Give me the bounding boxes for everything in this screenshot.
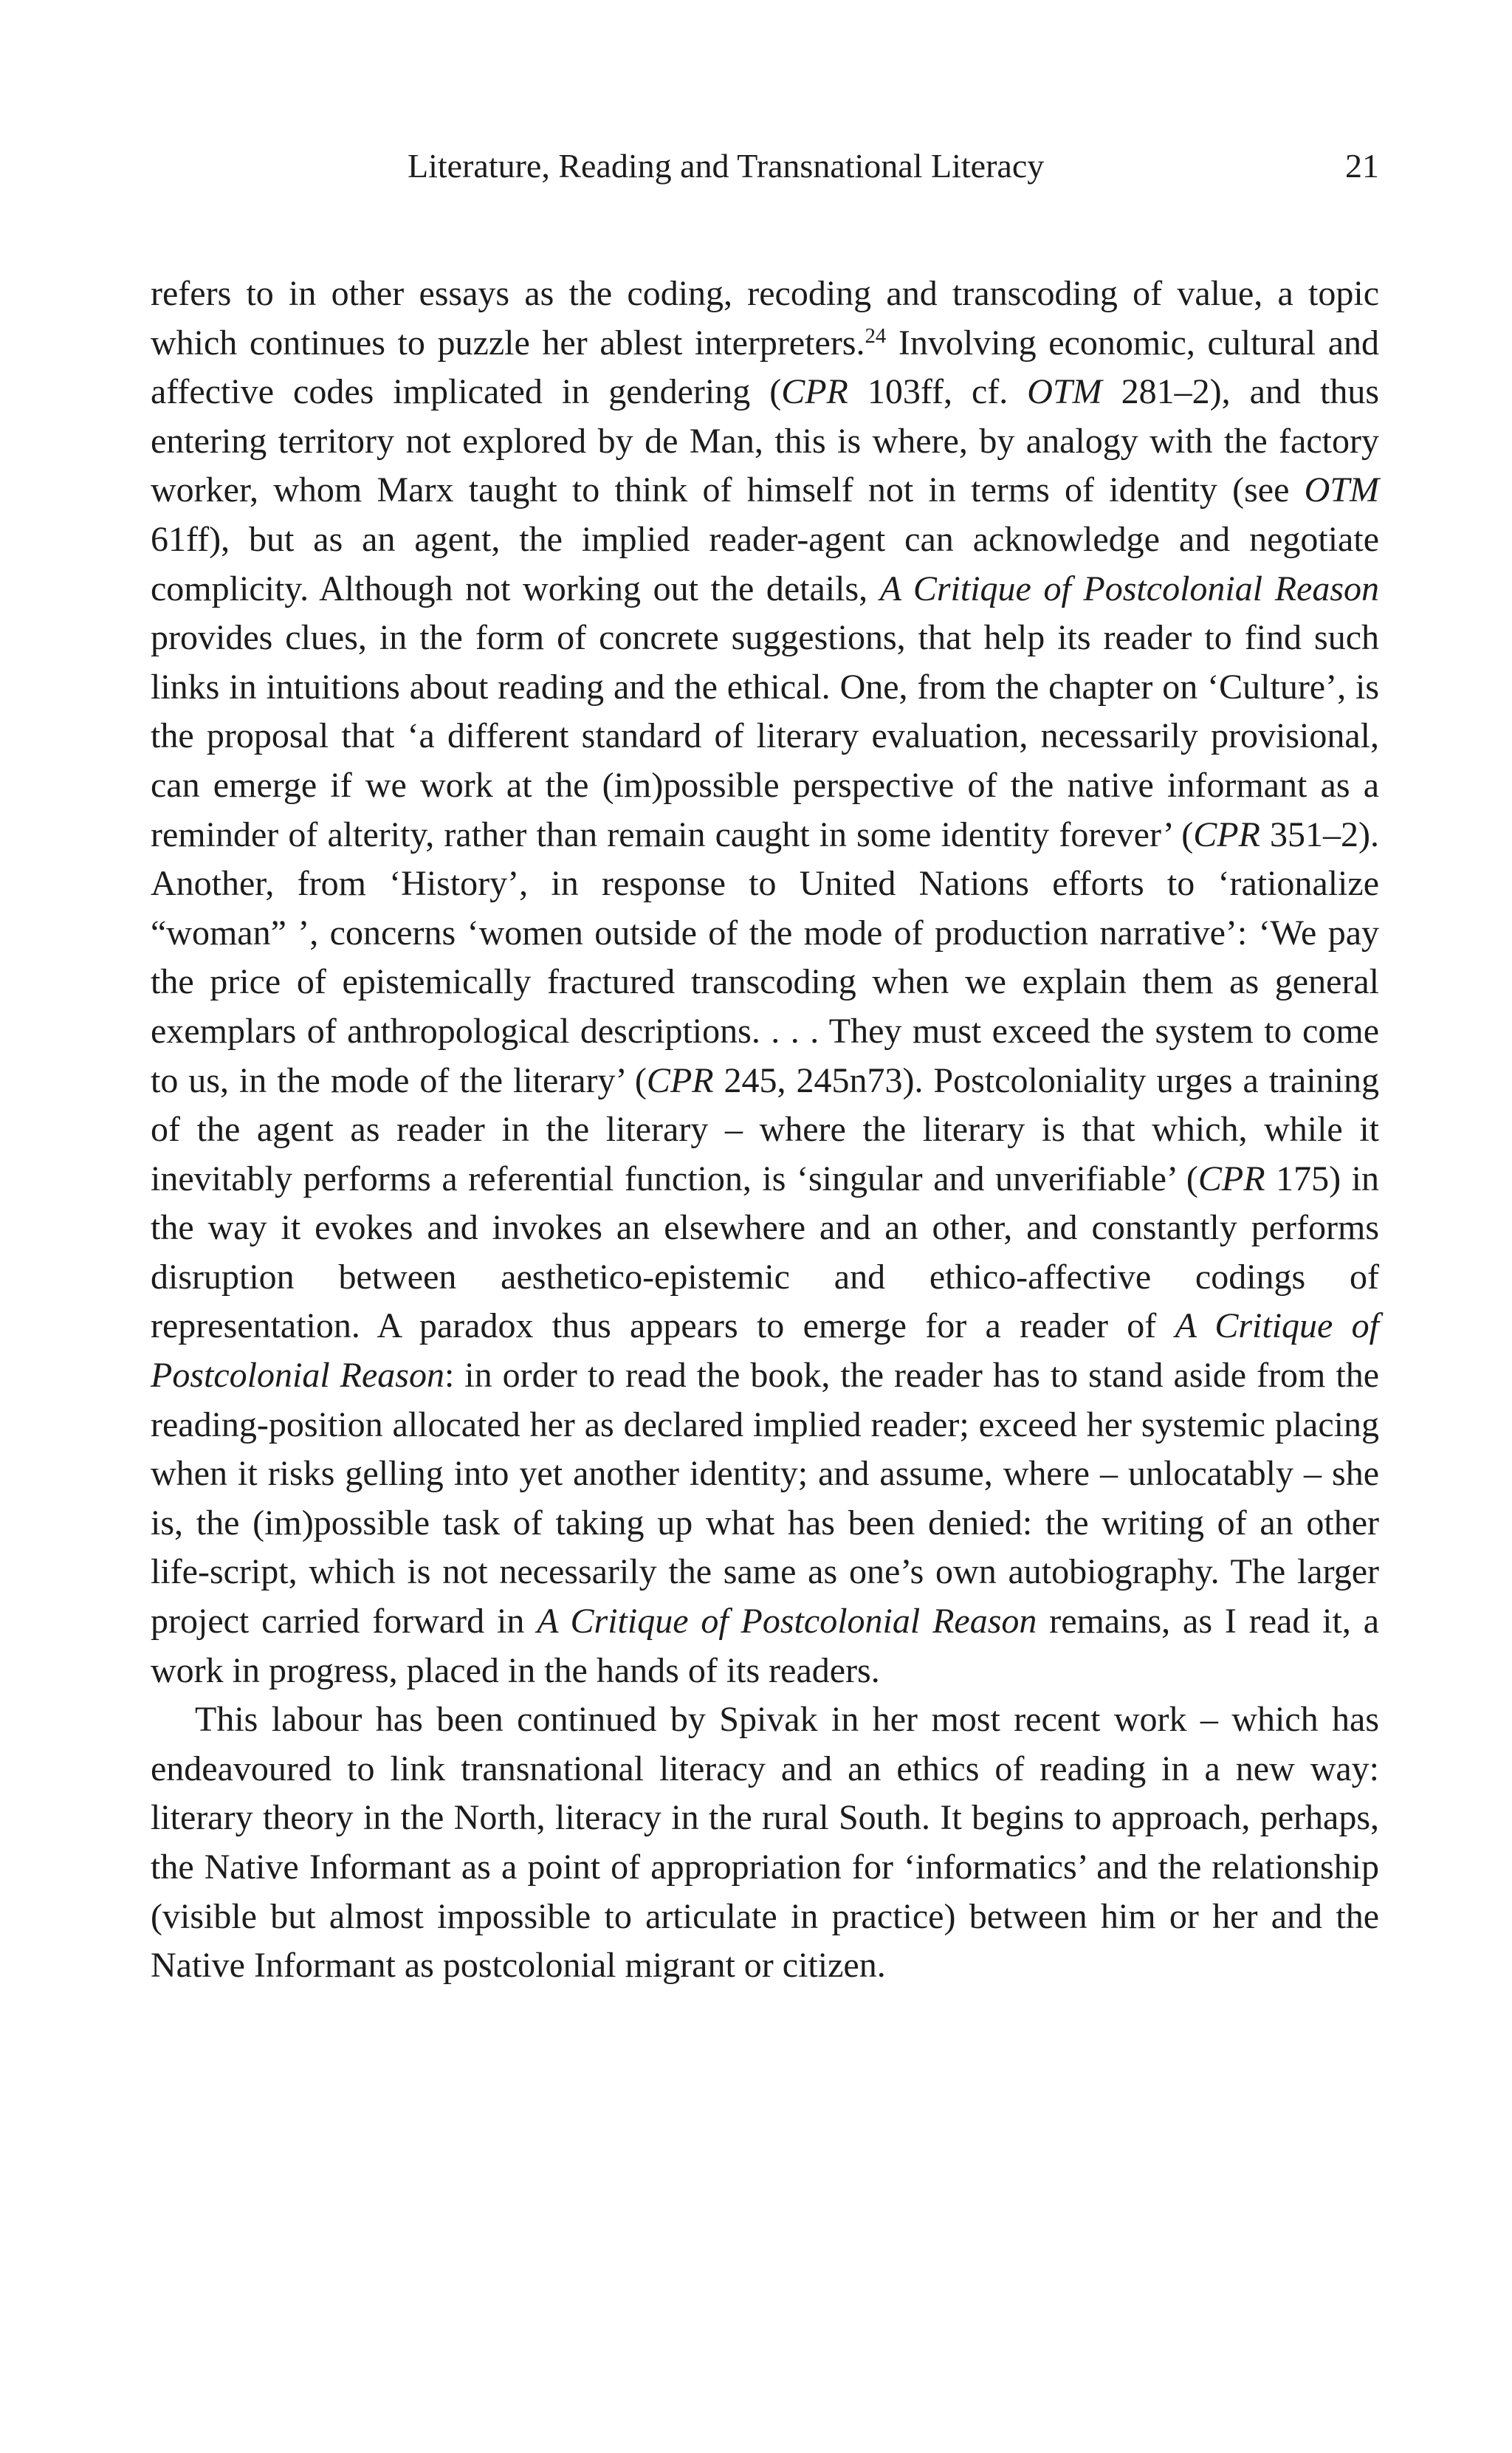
text-run: provides clues, in the form of concrete suggestions, that help its reader to find such links in intuitions about reading and the ethical. One, from the chapter on ‘Culture’, is the proposal that ‘a different standard of literary evaluation, necessarily provisional, can emerge if we work at the (im)possible perspective of the native informant as a reminder of alterity, rather than remain caught in some identity forever’ ( <box>151 618 1379 854</box>
book-title: A Critique of Postcolonial Reason <box>151 1306 1379 1396</box>
paragraph <box>151 270 1379 1695</box>
abbrev-otm: OTM <box>1027 372 1102 412</box>
book-title: A Critique of Postcolonial Reason <box>879 569 1380 608</box>
abbrev-cpr: CPR <box>1197 1159 1265 1198</box>
abbrev-cpr: CPR <box>781 372 848 412</box>
abbrev-otm: OTM <box>1304 470 1379 510</box>
text-run: 245, 245n73). Postcoloniality urges a training of the agent as reader in the literary – where the literary is that which, while it inevitably performs a referential function, is ‘singular and unverifiable’ ( <box>151 1060 1380 1198</box>
text-run: 281–2), and thus entering territory not explored by de Man, this is where, by analogy with the factory worker, whom Marx taught to think of himself not in terms of identity (see <box>151 372 1379 510</box>
page-number: 21 <box>1345 147 1379 185</box>
text-run: : in order to read the book, the reader has to stand aside from the reading-position allocated her as declared implied reader; exceed her systemic placing when it risks gelling into yet another identity; and assume, where – unlocatably – she is, the (im)possible task of taking up what has been denied: the writing of an other life-script, which is not necessarily the same as one’s own autobiography. The larger project carried forward in <box>151 1356 1380 1641</box>
text-run: remains, as I read it, a work in progress, placed in the hands of its readers. <box>151 1602 1380 1690</box>
body-text <box>151 270 1379 1991</box>
running-head <box>151 140 1379 192</box>
text-run: Involving economic, cultural and affective codes implicated in gendering ( <box>151 323 1380 412</box>
text-run: 61ff), but as an agent, the implied reader-agent can acknowledge and negotiate complicity. Although not working out the details, <box>151 519 1379 608</box>
text-run: 351–2). Another, from ‘History’, in response to United Nations efforts to ‘rationalize “woman” ’, concerns ‘women outside of the mode of production narrative’: ‘We pay the price of epistemically fractured transcoding when we explain them as general exemplars of anthropological descriptions. . . . They must exceed the system to come to us, in the mode of the literary’ ( <box>151 814 1380 1100</box>
running-title: Literature, Reading and Transnational Literacy <box>408 147 1045 185</box>
text-run: refers to in other essays as the coding, recoding and transcoding of value, a topic which continues to puzzle her ablest interpreters. <box>151 274 1379 363</box>
text-run: 103ff, cf. <box>848 372 1028 412</box>
book-title: A Critique of Postcolonial Reason <box>537 1602 1037 1641</box>
abbrev-cpr: CPR <box>1193 814 1260 854</box>
paragraph: This labour has been continued by Spivak in her most recent work – which has endeavoured to link transnational literacy and an ethics of reading in a new way: literary theory in the North, literacy in the rural South. It begins to approach, perhaps, the Native Informant as a point of appropriation for ‘informatics’ and the relationship (visible but almost impossible to articulate in practice) between him or her and the Native Informant as postcolonial migrant or citizen. <box>151 1700 1379 1986</box>
footnote-ref-24: 24 <box>865 323 887 348</box>
text-run: 175) in the way it evokes and invokes an elsewhere and an other, and constantly performs disruption between aesthetico-epistemic and ethico-affective codings of representation. A paradox thus appears to emerge for a reader of <box>151 1159 1379 1346</box>
abbrev-cpr: CPR <box>646 1060 714 1100</box>
